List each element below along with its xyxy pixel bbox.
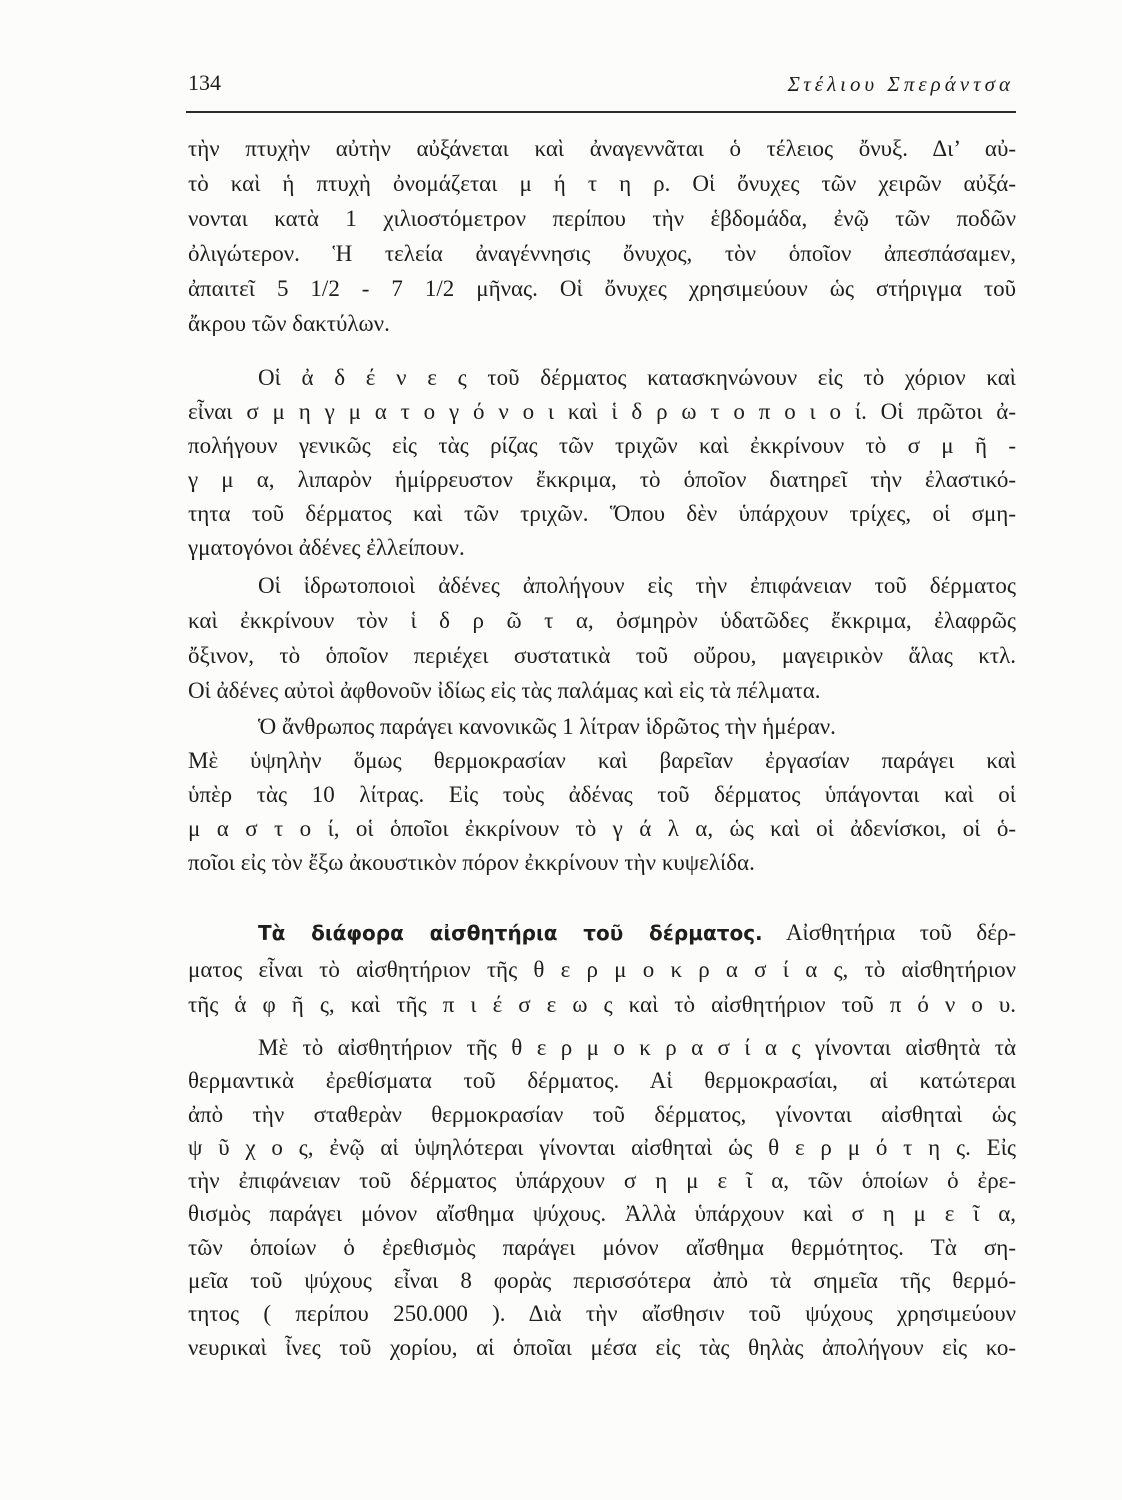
- text-line: [188, 915, 1016, 952]
- text-line: γ μ α, λιπαρὸν ἡμίρρευστον ἔκκριμα, τὸ ὁποῖον διατηρεῖ τὴν ἐλαστικό-: [188, 467, 1016, 492]
- paragraph-nails: [188, 131, 1016, 341]
- text-line: Οἱ ἀ δ έ ν ε ς τοῦ δέρματος κατασκηνώνουν εἰς τὸ χόριον καὶ: [258, 365, 1016, 390]
- text-line: Μὲ τὸ αἰσθητήριον τῆς θ ε ρ μ ο κ ρ α σ ί α ς γίνονται αἰσθητὰ τὰ: [258, 1035, 1016, 1060]
- text-line: θερμαντικὰ ἐρεθίσματα τοῦ δέρματος. Αἱ θερμοκρασίαι, αἱ κατώτεραι: [188, 1068, 1016, 1094]
- running-title: Στέλιου Σπεράντσα: [787, 72, 1014, 96]
- text-line: τῆς ἁ φ ῆ ς, καὶ τῆς π ι έ σ ε ω ς καὶ τὸ αἰσθητήριον τοῦ π ό ν ο υ.: [188, 992, 1016, 1017]
- text-segment: Αἰσθητήρια τοῦ δέρ-: [785, 920, 1016, 945]
- text-line: καὶ ἐκκρίνουν τὸν ἱ δ ρ ῶ τ α, ὀσμηρὸν ὑδατῶδες ἔκκριμα, ἐλαφρῶς: [188, 608, 1016, 633]
- text-line: νονται κατὰ 1 χιλιοστόμετρον περίπου τὴν ἑβδομάδα, ἐνῷ τῶν ποδῶν: [188, 206, 1016, 231]
- text-line: ἀπαιτεῖ 5 1/2 - 7 1/2 μῆνας. Οἱ ὄνυχες χρησιμεύουν ὡς στήριγμα τοῦ: [188, 276, 1016, 301]
- section-heading: Τὰ διάφορα αἰσθητήρια τοῦ δέρματος.: [258, 921, 763, 945]
- paragraph-sweat-production: [188, 710, 1016, 880]
- text-line: τὸ καὶ ἡ πτυχὴ ὀνομάζεται μ ή τ η ρ. Οἱ ὄνυχες τῶν χειρῶν αὐξά-: [188, 171, 1016, 196]
- header-rule: [186, 111, 1016, 113]
- paragraph-skin-senses: [188, 915, 1016, 1023]
- text-line: ματος εἶναι τὸ αἰσθητήριον τῆς θ ε ρ μ ο κ ρ α σ ί α ς, τὸ αἰσθητήριον: [188, 956, 1016, 982]
- text-line: γματογόνοι ἀδένες ἐλλείπουν.: [188, 535, 465, 560]
- text-line: ἀπὸ τὴν σταθερὰν θερμοκρασίαν τοῦ δέρματος, γίνονται αἰσθηταὶ ὡς: [188, 1101, 1016, 1127]
- text-line: Οἱ ἀδένες αὐτοὶ ἀφθονοῦν ἰδίως εἰς τὰς παλάμας καὶ εἰς τὰ πέλματα.: [188, 678, 821, 703]
- text-line: Ὁ ἄνθρωπος παράγει κανονικῶς 1 λίτραν ἱδρῶτος τὴν ἡμέραν.: [258, 714, 836, 739]
- text-line: Μὲ ὑψηλὴν ὅμως θερμοκρασίαν καὶ βαρεῖαν ἐργασίαν παράγει καὶ: [188, 748, 1016, 773]
- text-line: εἶναι σ μ η γ μ α τ ο γ ό ν ο ι καὶ ἱ δ ρ ω τ ο π ο ι ο ί. Οἱ πρῶτοι ἀ-: [188, 399, 1016, 424]
- text-line: τὴν ἐπιφάνειαν τοῦ δέρματος ὑπάρχουν σ η μ ε ῖ α, τῶν ὁποίων ὁ ἐρε-: [188, 1168, 1016, 1194]
- text-line: ὑπὲρ τὰς 10 λίτρας. Εἰς τοὺς ἀδένας τοῦ δέρματος ὑπάγονται καὶ οἱ: [188, 782, 1016, 807]
- paragraph-temperature-sense: [188, 1031, 1016, 1364]
- text-line: Οἱ ἱδρωτοποιοὶ ἀδένες ἀπολήγουν εἰς τὴν ἐπιφάνειαν τοῦ δέρματος: [258, 573, 1016, 598]
- paragraph-sweat-glands: [188, 568, 1016, 708]
- text-line: μεῖα τοῦ ψύχους εἶναι 8 φορὰς περισσότερα ἀπὸ τὰ σημεῖα τῆς θερμό-: [188, 1268, 1016, 1294]
- text-line: ἄκρου τῶν δακτύλων.: [188, 311, 390, 336]
- text-line: νευρικαὶ ἶνες τοῦ χορίου, αἱ ὁποῖαι μέσα εἰς τὰς θηλὰς ἀπολήγουν εἰς κο-: [188, 1334, 1016, 1360]
- text-line: ὄξινον, τὸ ὁποῖον περιέχει συστατικὰ τοῦ οὔρου, μαγειρικὸν ἅλας κτλ.: [188, 643, 1016, 668]
- text-line: θισμὸς παράγει μόνον αἴσθημα ψύχους. Ἀλλὰ ὑπάρχουν καὶ σ η μ ε ῖ α,: [188, 1201, 1016, 1227]
- text-line: τητος ( περίπου 250.000 ). Διὰ τὴν αἴσθησιν τοῦ ψύχους χρησιμεύουν: [188, 1301, 1016, 1327]
- text-line: ψ ῦ χ ο ς, ἐνῷ αἱ ὑψηλότεραι γίνονται αἰσθηταὶ ὡς θ ε ρ μ ό τ η ς. Εἰς: [188, 1134, 1016, 1160]
- text-line: τητα τοῦ δέρματος καὶ τῶν τριχῶν. Ὅπου δὲν ὑπάρχουν τρίχες, οἱ σμη-: [188, 501, 1016, 526]
- text-line: ὀλιγώτερον. Ἡ τελεία ἀναγέννησις ὄνυχος, τὸν ὁποῖον ἀπεσπάσαμεν,: [188, 241, 1016, 266]
- text-line: μ α σ τ ο ί, οἱ ὁποῖοι ἐκκρίνουν τὸ γ ά λ α, ὡς καὶ οἱ ἀδενίσκοι, οἱ ὁ-: [188, 816, 1016, 841]
- text-line: πολήγουν γενικῶς εἰς τὰς ρίζας τῶν τριχῶν καὶ ἐκκρίνουν τὸ σ μ ῆ -: [188, 433, 1016, 458]
- page-number: 134: [188, 70, 221, 95]
- text-line: τὴν πτυχὴν αὐτὴν αὐξάνεται καὶ ἀναγεννᾶται ὁ τέλειος ὄνυξ. Δι’ αὐ-: [188, 136, 1016, 161]
- paragraph-glands: [188, 361, 1016, 565]
- text-line: ποῖοι εἰς τὸν ἔξω ἀκουστικὸν πόρον ἐκκρίνουν τὴν κυψελίδα.: [188, 850, 755, 875]
- text-line: τῶν ὁποίων ὁ ἐρεθισμὸς παράγει μόνον αἴσθημα θερμότητος. Τὰ ση-: [188, 1234, 1016, 1260]
